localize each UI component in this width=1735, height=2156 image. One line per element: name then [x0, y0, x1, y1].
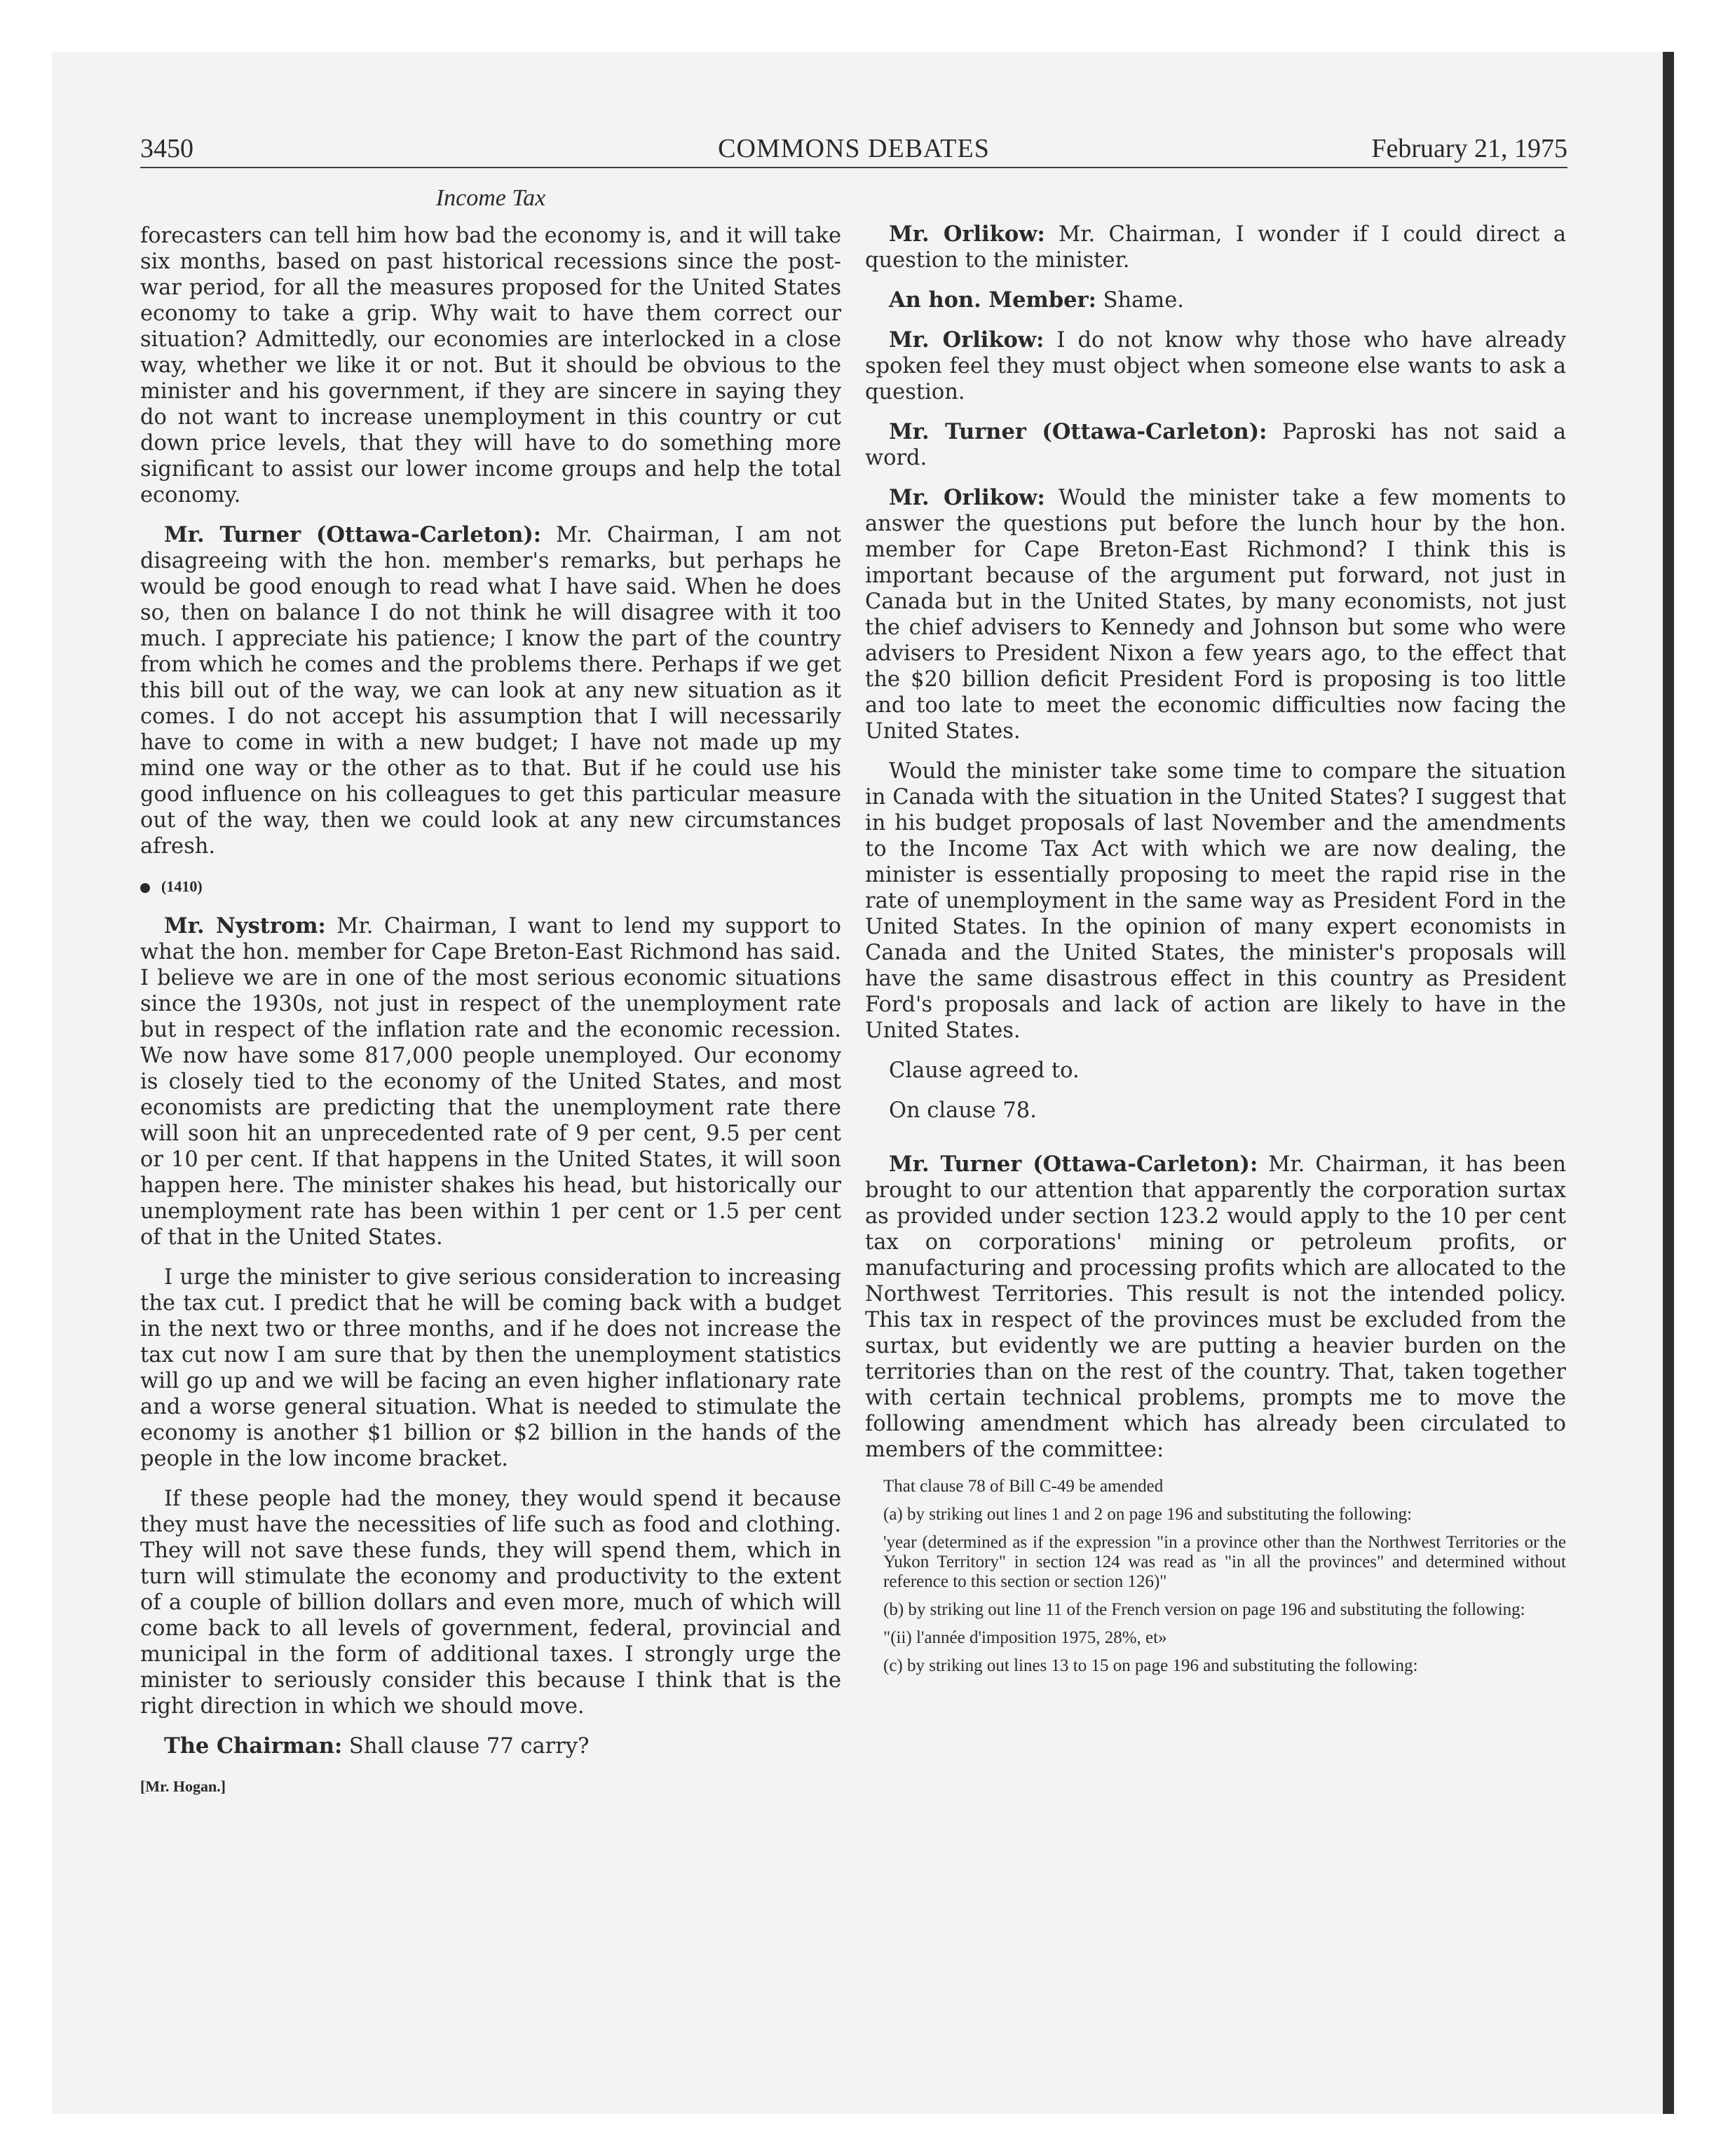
- time-marker: [140, 873, 841, 899]
- speaker-name: Mr. Turner (Ottawa-Carleton):: [164, 522, 542, 547]
- amendment-line: (c) by striking out lines 13 to 15 on page 196 and substituting the following:: [883, 1656, 1418, 1675]
- amendment-quote: "(ii) l'année d'imposition 1975, 28%, et»: [883, 1628, 1167, 1647]
- speech-paragraph: [865, 287, 1566, 313]
- paragraph: forecasters can tell him how bad the economy is, and it will take six months, based on past historical recessions since the post-war period, for all the measures proposed for the United States economy to take a grip. Why wait to have them correct our situation? Admittedly, our economies are interlocked in a close way, whether we like it or not. But it should be obvious to the minister and his government, if they are sincere in saying they do not want to increase unemployment in this country or cut down price levels, that they will have to do something more significant to assist our lower income groups and help the total economy.: [140, 224, 841, 507]
- speaker-name: An hon. Member:: [889, 287, 1096, 313]
- time-marker-text: (1410): [161, 878, 203, 895]
- speech-paragraph: [865, 1152, 1566, 1463]
- speech-paragraph: [865, 419, 1566, 471]
- procedural-note: On clause 78.: [889, 1098, 1037, 1123]
- amendment-text: [865, 1477, 1566, 1676]
- page-number: 3450: [140, 134, 193, 163]
- speech-text: Paproski has not said a word.: [865, 420, 1566, 470]
- paragraph: If these people had the money, they would spend it because they must have the necessities of life such as food and clothing. They will not save these funds, they will spend them, which in turn will stimulate the economy and productivity to the extent of a couple of billion dollars and even more, much of which will come back to all levels of government, federal, provincial and municipal in the form of additional taxes. I strongly urge the minister to seriously consider this because I think that is the right direction in which we should move.: [140, 1487, 841, 1719]
- left-column: [140, 223, 841, 1799]
- amendment-line: That clause 78 of Bill C-49 be amended: [883, 1477, 1164, 1496]
- running-head: Income Tax: [435, 185, 546, 211]
- speech-text: Mr. Chairman, I want to lend my support to what the hon. member for Cape Breton-East Richmond has said. I believe we are in one of the most serious economic situations since the 1930s, not just in respect of the unemployment rate but in respect of the inflation rate and the economic recession. We now have some 817,000 people unemployed. Our economy is closely tied to the economy of the United States, and most economists are predicting that the unemployment rate there will soon hit an unprecedented rate of 9 per cent, 9.5 per cent or 10 per cent. If that happens in the United States, it will soon happen here. The minister shakes his head, but historically our unemployment rate has been within 1 per cent or 1.5 per cent of that in the United States.: [140, 914, 842, 1250]
- speech-text: Mr. Chairman, I wonder if I could direct a question to the minister.: [865, 222, 1566, 273]
- speaker-name: Mr. Turner (Ottawa-Carleton):: [889, 419, 1267, 444]
- publication-date: February 21, 1975: [1371, 134, 1567, 163]
- speech-paragraph: [140, 913, 841, 1250]
- speaker-name: Mr. Nystrom:: [164, 913, 326, 939]
- speaker-name: Mr. Turner (Ottawa-Carleton):: [889, 1152, 1258, 1177]
- speech-text: Mr. Chairman, it has been brought to our attention that apparently the corporation surtax as provided under section 123.2 would apply to the 10 per cent tax on corporations' mining or petroleum profits, or manufacturing and processing profits which are allocated to the Northwest Territories. This result is not the intended policy. This tax in respect of the provinces must be excluded from the surtax, but evidently we are putting a heavier burden on the territories than on the rest of the country. That, taken together with certain technical problems, prompts me to move the following amendment which has already been circulated to members of the committee:: [865, 1152, 1566, 1462]
- speech-text: Shall clause 77 carry?: [342, 1734, 590, 1759]
- speaker-name: The Chairman:: [164, 1733, 343, 1759]
- speech-paragraph: [140, 1733, 841, 1759]
- speech-paragraph: [865, 485, 1566, 744]
- right-column: [865, 221, 1566, 1684]
- speech-paragraph: [865, 221, 1566, 273]
- speech-paragraph: [865, 327, 1566, 405]
- scan-edge-shadow: [1663, 52, 1674, 2114]
- amendment-line: (b) by striking out line 11 of the French version on page 196 and substituting the following:: [883, 1600, 1525, 1619]
- speaker-name: Mr. Orlikow:: [889, 485, 1045, 510]
- speech-text: I do not know why those who have already spoken feel they must object when someone else wants to ask a question.: [865, 328, 1566, 404]
- paragraph: I urge the minister to give serious consideration to increasing the tax cut. I predict that he will be coming back with a budget in the next two or three months, and if he does not increase the tax cut now I am sure that by then the unemployment statistics will go up and we will be facing an even higher inflationary rate and a worse general situation. What is needed to stimulate the economy is another $1 billion or $2 billion in the hands of the people in the low income bracket.: [140, 1265, 841, 1471]
- procedural-note: Clause agreed to.: [889, 1058, 1080, 1083]
- speech-text: Mr. Chairman, I am not disagreeing with the hon. member's remarks, but perhaps he would be good enough to read what I have said. When he does so, then on balance I do not think he will disagree with it too much. I appreciate his patience; I know the part of the country from which he comes and the problems there. Perhaps if we get this bill out of the way, we can look at any new situation as it comes. I do not accept his assumption that I will necessarily have to come in with a new budget; I have not made up my mind one way or the other as to that. But if he could use his good influence on his colleagues to get this particular measure out of the way, then we could look at any new circumstances afresh.: [140, 523, 841, 859]
- page-header: [140, 130, 1567, 168]
- amendment-line: (a) by striking out lines 1 and 2 on page 196 and substituting the following:: [883, 1505, 1413, 1524]
- speech-paragraph: [140, 522, 841, 859]
- bullet-icon: [140, 883, 150, 893]
- speaker-name: Mr. Orlikow:: [889, 221, 1045, 247]
- paragraph: Would the minister take some time to compare the situation in Canada with the situation in the United States? I suggest that in his budget proposals of last November and the amendments to the Income Tax Act with which we are now dealing, the minister is essentially proposing to meet the rapid rise in the rate of unemployment in the same way as President Ford in the United States. In the opinion of many expert economists in Canada and the United States, the minister's proposals will have the same disastrous effect in this country as President Ford's proposals and lack of action are likely to have in the United States.: [865, 759, 1566, 1043]
- publication-title: COMMONS DEBATES: [718, 134, 990, 163]
- amendment-quote: 'year (determined as if the expression "in a province other than the Northwest Territories or the Yukon Territory" in section 124 was read as "in all the provinces" and determined without reference to this section or section 126)": [883, 1533, 1566, 1591]
- speech-text: Would the minister take a few moments to answer the questions put before the lunch hour by the hon. member for Cape Breton-East Richmond? I think this is important because of the argument put forward, not just in Canada but in the United States, by many economists, not just the chief advisers to Kennedy and Johnson but some who were advisers to President Nixon a few years ago, to the effect that the $20 billion deficit President Ford is proposing is too little and too late to meet the economic difficulties now facing the United States.: [865, 486, 1566, 744]
- speech-text: Shame.: [1096, 288, 1184, 313]
- footer-note: [Mr. Hogan.]: [140, 1778, 226, 1795]
- speaker-name: Mr. Orlikow:: [889, 327, 1045, 353]
